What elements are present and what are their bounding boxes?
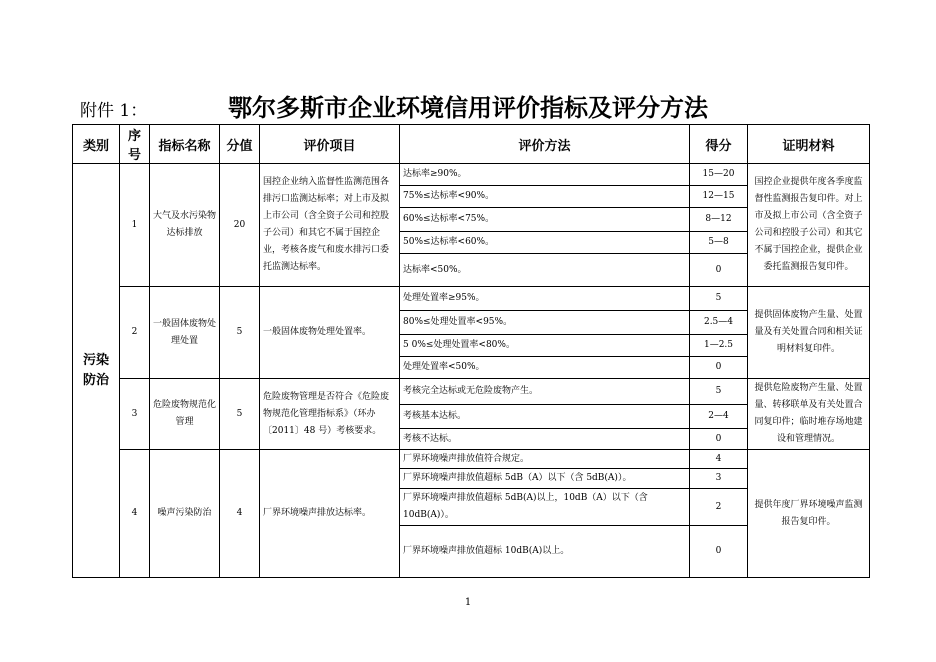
table-row bbox=[73, 379, 870, 405]
method-cell: 处理处置率<50%。 bbox=[400, 357, 690, 379]
method-cell: 60%≤达标率<75%。 bbox=[400, 208, 690, 232]
header-category: 类别 bbox=[73, 125, 120, 164]
score-cell: 4 bbox=[220, 450, 260, 578]
seq-cell: 2 bbox=[120, 287, 150, 379]
method-cell: 厂界环境噪声排放值超标 5dB(A)以上，10dB（A）以下（含 10dB(A)）。 bbox=[400, 489, 690, 526]
indicator-name-cell: 危险废物规范化管理 bbox=[150, 379, 220, 450]
table-row bbox=[73, 450, 870, 469]
indicator-name-cell: 大气及水污染物达标排放 bbox=[150, 164, 220, 287]
evaluation-item-cell: 危险废物管理是否符合《危险废物规范化管理指标系》（环办〔2011〕48 号）考核要求。 bbox=[260, 379, 400, 450]
score-cell: 5 bbox=[220, 287, 260, 379]
evidence-cell: 提供固体废物产生量、处置量及有关处置合同和相关证明材料复印件。 bbox=[748, 287, 870, 379]
page-title: 鄂尔多斯市企业环境信用评价指标及评分方法 bbox=[228, 93, 708, 122]
header-evaluation-item: 评价项目 bbox=[260, 125, 400, 164]
points-cell: 2 bbox=[690, 489, 748, 526]
points-cell: 0 bbox=[690, 526, 748, 578]
attachment-label: 附件 1： bbox=[80, 101, 148, 121]
points-cell: 4 bbox=[690, 450, 748, 469]
method-cell: 考核不达标。 bbox=[400, 429, 690, 450]
header-evaluation-method: 评价方法 bbox=[400, 125, 690, 164]
seq-cell: 3 bbox=[120, 379, 150, 450]
page-number: 1 bbox=[464, 597, 472, 608]
method-cell: 厂界环境噪声排放值超标 10dB(A)以上。 bbox=[400, 526, 690, 578]
method-cell: 80%≤处理处置率<95%。 bbox=[400, 311, 690, 335]
score-cell: 5 bbox=[220, 379, 260, 450]
method-cell: 厂界环境噪声排放值符合规定。 bbox=[400, 450, 690, 469]
evidence-cell: 提供危险废物产生量、处置量、转移联单及有关处置合同复印件；临时堆存场地建设和管理情况。 bbox=[748, 379, 870, 450]
header-points: 得分 bbox=[690, 125, 748, 164]
evaluation-table bbox=[72, 124, 870, 578]
points-cell: 8—12 bbox=[690, 208, 748, 232]
method-cell: 达标率<50%。 bbox=[400, 254, 690, 287]
indicator-name-cell: 一般固体废物处理处置 bbox=[150, 287, 220, 379]
method-cell: 处理处置率≥95%。 bbox=[400, 287, 690, 311]
method-cell: 达标率≥90%。 bbox=[400, 164, 690, 186]
method-cell: 5 0%≤处理处置率<80%。 bbox=[400, 335, 690, 357]
points-cell: 15—20 bbox=[690, 164, 748, 186]
points-cell: 0 bbox=[690, 254, 748, 287]
evidence-cell: 国控企业提供年度各季度监督性监测报告复印件。对上市及拟上市公司（含全资子公司和控股子公司）和其它不属于国控企业，提供企业委托监测报告复印件。 bbox=[748, 164, 870, 287]
evaluation-item-cell: 厂界环境噪声排放达标率。 bbox=[260, 450, 400, 578]
evaluation-item-cell: 一般固体废物处理处置率。 bbox=[260, 287, 400, 379]
method-cell: 50%≤达标率<60%。 bbox=[400, 232, 690, 254]
points-cell: 5 bbox=[690, 287, 748, 311]
header-evidence: 证明材料 bbox=[748, 125, 870, 164]
method-cell: 考核完全达标或无危险废物产生。 bbox=[400, 379, 690, 405]
points-cell: 2—4 bbox=[690, 405, 748, 429]
seq-cell: 4 bbox=[120, 450, 150, 578]
points-cell: 5 bbox=[690, 379, 748, 405]
points-cell: 5—8 bbox=[690, 232, 748, 254]
points-cell: 12—15 bbox=[690, 186, 748, 208]
seq-cell: 1 bbox=[120, 164, 150, 287]
table-row bbox=[73, 164, 870, 186]
evidence-cell: 提供年度厂界环境噪声监测报告复印件。 bbox=[748, 450, 870, 578]
evaluation-item-cell: 国控企业纳入监督性监测范围各排污口监测达标率；对上市及拟上市公司（含全资子公司和控股子公司）和其它不属于国控企业，考核各废气和废水排污口委托监测达标率。 bbox=[260, 164, 400, 287]
method-cell: 75%≤达标率<90%。 bbox=[400, 186, 690, 208]
points-cell: 0 bbox=[690, 429, 748, 450]
method-cell: 厂界环境噪声排放值超标 5dB（A）以下（含 5dB(A)）。 bbox=[400, 469, 690, 489]
table-row bbox=[73, 287, 870, 311]
points-cell: 1—2.5 bbox=[690, 335, 748, 357]
method-cell: 考核基本达标。 bbox=[400, 405, 690, 429]
header-seq: 序号 bbox=[120, 125, 150, 164]
points-cell: 0 bbox=[690, 357, 748, 379]
header-indicator-name: 指标名称 bbox=[150, 125, 220, 164]
score-cell: 20 bbox=[220, 164, 260, 287]
header-score: 分值 bbox=[220, 125, 260, 164]
points-cell: 2.5—4 bbox=[690, 311, 748, 335]
category-cell bbox=[73, 164, 120, 578]
table-header-row bbox=[73, 125, 870, 164]
indicator-name-cell: 噪声污染防治 bbox=[150, 450, 220, 578]
points-cell: 3 bbox=[690, 469, 748, 489]
category-label: 污染防治 bbox=[82, 352, 109, 388]
